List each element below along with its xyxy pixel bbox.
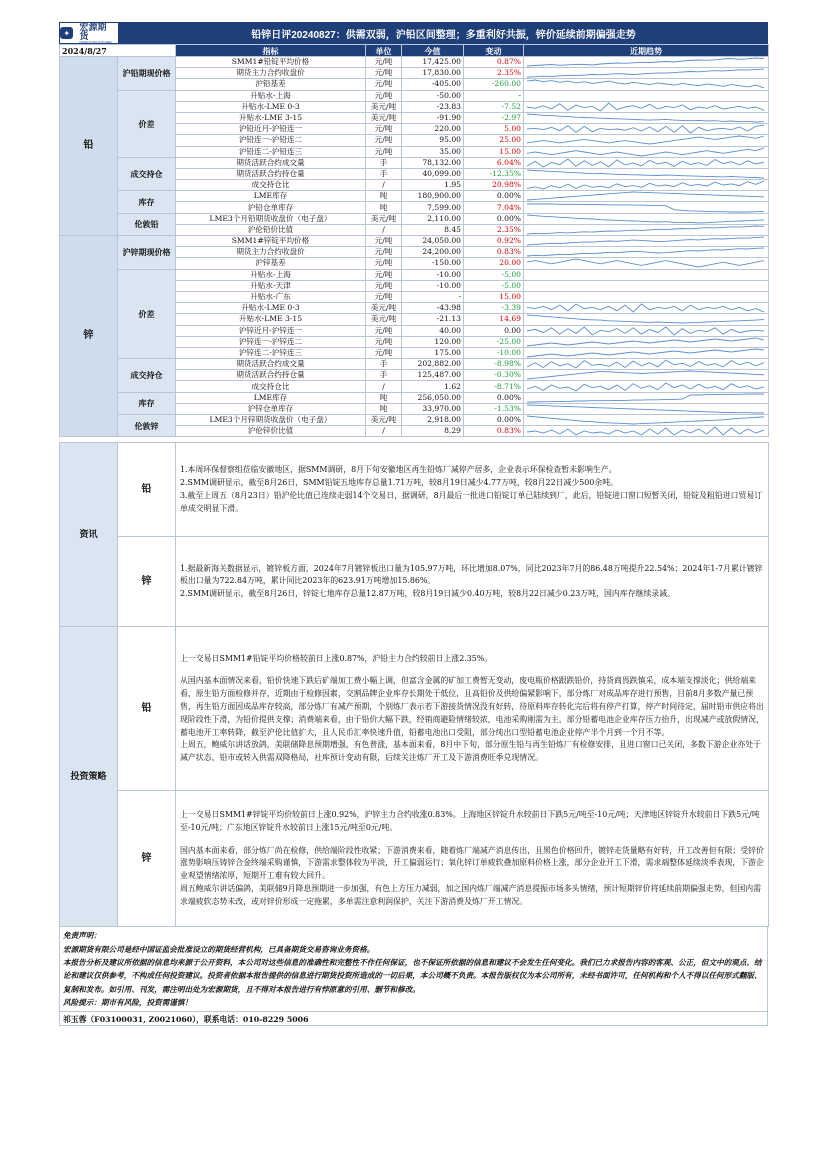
unit-cell: 元/吨 — [366, 336, 402, 347]
trend-sparkline — [524, 258, 767, 268]
indicator-name: 升贴水-天津 — [176, 280, 366, 291]
indicator-name: 沪锌基差 — [176, 258, 366, 269]
trend-cell — [524, 314, 769, 325]
value-cell: 1.95 — [402, 180, 464, 191]
trend-cell — [524, 202, 769, 213]
indicator-name: LME3个月锌期货收盘价（电子盘） — [176, 415, 366, 426]
news-lead-row — [60, 443, 769, 537]
trend-sparkline — [524, 225, 767, 235]
change-cell: -3.39 — [464, 303, 524, 314]
change-cell: 2.35% — [464, 224, 524, 235]
trend-sparkline — [524, 426, 767, 436]
value-cell: -21.13 — [402, 314, 464, 325]
trend-sparkline — [524, 404, 767, 414]
logo-subtext: HONGYUAN FUTURES — [79, 39, 112, 44]
change-cell: -1.53% — [464, 403, 524, 414]
trend-sparkline — [524, 79, 767, 89]
trend-sparkline — [524, 326, 767, 336]
trend-cell — [524, 191, 769, 202]
news-lead-label: 铅 — [118, 443, 176, 537]
indicator-name: 沪铅基差 — [176, 79, 366, 90]
trend-cell — [524, 124, 769, 135]
change-cell: 20.98% — [464, 180, 524, 191]
unit-cell: 元/吨 — [366, 146, 402, 157]
change-cell: 0.00% — [464, 191, 524, 202]
unit-cell: 手 — [366, 359, 402, 370]
trend-cell — [524, 291, 769, 302]
trend-sparkline — [524, 348, 767, 358]
indicator-name: 升贴水-广东 — [176, 291, 366, 302]
unit-cell: / — [366, 180, 402, 191]
category-label: 沪铅期现价格 — [118, 57, 176, 91]
value-cell: 40.00 — [402, 325, 464, 336]
change-cell: 7.04% — [464, 202, 524, 213]
news-zinc-text — [176, 537, 769, 627]
price-table — [59, 44, 769, 437]
unit-cell: 元/吨 — [366, 291, 402, 302]
indicator-name: 期货主力合约收盘价 — [176, 247, 366, 258]
indicator-name: 沪铅连二-沪铅连三 — [176, 146, 366, 157]
indicator-name: 期货主力合约收盘价 — [176, 68, 366, 79]
indicator-name: 沪铅连一-沪铅连二 — [176, 135, 366, 146]
text-table — [59, 442, 769, 927]
lead-section — [60, 57, 769, 236]
indicator-name: SMM1#铅锭平均价格 — [176, 57, 366, 68]
logo-text: 宏源期货 — [79, 21, 107, 41]
disclaimer — [59, 927, 768, 1012]
value-cell: - — [402, 291, 464, 302]
trend-sparkline — [524, 147, 767, 157]
indicator-name: 沪锌连二-沪锌连三 — [176, 347, 366, 358]
risk-warning: 风险提示：期市有风险，投资需谨慎！ — [63, 997, 193, 1007]
trend-sparkline — [524, 314, 767, 324]
strategy-zinc-para: 周五鲍威尔讲话偏鸽，美联储9月降息预期进一步加强，有色上方压力减弱，加之国内炼厂端减产消息提振市场多头情绪，预计短期锌价将延续前期偏强走势，但国内需求端疲软态势未改，或对锌价形成一定拖累，多单需注意利润保护，关注下游消费及炼厂开工情况。 — [180, 884, 762, 906]
unit-cell: 美元/吨 — [366, 415, 402, 426]
indicator-name: LME库存 — [176, 392, 366, 403]
unit-cell: 美元/吨 — [366, 303, 402, 314]
unit-cell: 美元/吨 — [366, 101, 402, 112]
trend-cell — [524, 146, 769, 157]
report-header — [59, 22, 768, 44]
unit-cell: 手 — [366, 157, 402, 168]
trend-cell — [524, 236, 769, 247]
change-cell: - — [464, 90, 524, 101]
metal-label: 锌 — [60, 236, 118, 437]
category-label: 库存 — [118, 392, 176, 414]
change-cell: 20.00 — [464, 258, 524, 269]
category-label: 库存 — [118, 191, 176, 213]
change-cell: -8.98% — [464, 359, 524, 370]
unit-cell: 元/吨 — [366, 347, 402, 358]
trend-sparkline — [524, 135, 767, 145]
unit-cell: 美元/吨 — [366, 314, 402, 325]
indicator-name: 升贴水-LME 0-3 — [176, 303, 366, 314]
indicator-name: 期货活跃合约成交量 — [176, 157, 366, 168]
col-indicator: 指标 — [176, 45, 366, 57]
unit-cell: 吨 — [366, 403, 402, 414]
unit-cell: 元/吨 — [366, 236, 402, 247]
unit-cell: / — [366, 381, 402, 392]
news-zinc-para: 1.据最新海关数据显示，镀锌板方面，2024年7月镀锌板出口量为105.97万吨，环比增加8.07%，同比2023年7月的86.48万吨提升22.54%；2024年1-7月累计镀锌板出口量为722.84万吨，累计同比2023年的623.91万吨增加15.86%。 — [180, 563, 763, 586]
value-cell: 7,599.00 — [402, 202, 464, 213]
unit-cell: 吨 — [366, 202, 402, 213]
company-logo — [59, 22, 119, 44]
trend-sparkline — [524, 191, 767, 201]
trend-cell — [524, 90, 769, 101]
table-row — [60, 213, 769, 224]
value-cell: 8.29 — [402, 426, 464, 437]
trend-cell — [524, 157, 769, 168]
trend-cell — [524, 359, 769, 370]
unit-cell: 元/吨 — [366, 124, 402, 135]
unit-cell: / — [366, 426, 402, 437]
trend-cell — [524, 370, 769, 381]
news-lead-para: 3.截至上周五（8月23日）铅沪伦比值已连续走弱14个交易日，据调研，8月最后一批进口铅锭订单已陆续到厂，此后，铅锭进口窗口短暂关闭，铅锭及粗铅进口贸易订单成交明显下滑。 — [180, 490, 763, 513]
trend-sparkline — [524, 415, 767, 425]
trend-sparkline — [524, 180, 767, 190]
trend-cell — [524, 168, 769, 179]
trend-sparkline — [524, 247, 767, 257]
change-cell: 2.35% — [464, 68, 524, 79]
table-header-row — [60, 45, 769, 57]
trend-cell — [524, 112, 769, 123]
unit-cell: 美元/吨 — [366, 213, 402, 224]
trend-cell — [524, 101, 769, 112]
trend-sparkline — [524, 393, 767, 403]
change-cell: -7.52 — [464, 101, 524, 112]
col-unit: 单位 — [366, 45, 402, 57]
unit-cell: 元/吨 — [366, 79, 402, 90]
category-label: 伦敦铅 — [118, 213, 176, 235]
unit-cell: 元/吨 — [366, 280, 402, 291]
indicator-name: 升贴水-LME 3-15 — [176, 112, 366, 123]
value-cell: 40,099.00 — [402, 168, 464, 179]
change-cell: 15.00 — [464, 291, 524, 302]
change-cell: -8.71% — [464, 381, 524, 392]
trend-cell — [524, 392, 769, 403]
change-cell: 0.00% — [464, 415, 524, 426]
change-cell: -260.00 — [464, 79, 524, 90]
disclaimer-line: 本报告分析及建议所依据的信息均来源于公开资料，本公司对这些信息的准确性和完整性不作任何保证，也不保证所依据的信息和建议不会发生任何变化。我们已力求报告内容的客观、公正，但文中的观点、结论和建议仅供参考，不构成任何投资建议。投资者依据本报告提供的信息进行期货投资所造成的一切后果，本公司概不负责。本报告版权仅为本公司所有，未经书面许可，任何机构和个人不得以任何形式翻版、复制和发布。如引用、刊发，需注明出处为宏源期货，且不得对本报告进行有悖原意的引用、删节和修改。 — [63, 957, 762, 994]
trend-cell — [524, 336, 769, 347]
value-cell: 2,110.00 — [402, 213, 464, 224]
indicator-name: LME3个月铅期货收盘价（电子盘） — [176, 213, 366, 224]
trend-cell — [524, 258, 769, 269]
change-cell: 0.87% — [464, 57, 524, 68]
news-title: 资讯 — [60, 443, 118, 627]
indicator-name: 沪伦铅价比值 — [176, 224, 366, 235]
trend-cell — [524, 280, 769, 291]
category-label: 成交持仓 — [118, 359, 176, 393]
value-cell: 220.00 — [402, 124, 464, 135]
trend-sparkline — [524, 303, 767, 313]
change-cell: -5.00 — [464, 269, 524, 280]
value-cell: 17,830.00 — [402, 68, 464, 79]
value-cell: 24,050.00 — [402, 236, 464, 247]
value-cell: -10.00 — [402, 280, 464, 291]
indicator-name: 升贴水-上海 — [176, 90, 366, 101]
strategy-zinc-text — [176, 791, 769, 927]
indicator-name: 成交持仓比 — [176, 381, 366, 392]
news-zinc-label: 锌 — [118, 537, 176, 627]
unit-cell: 手 — [366, 168, 402, 179]
unit-cell: 元/吨 — [366, 90, 402, 101]
strategy-lead-label: 铅 — [118, 627, 176, 791]
trend-cell — [524, 135, 769, 146]
trend-sparkline — [524, 236, 767, 246]
change-cell: 0.92% — [464, 236, 524, 247]
value-cell: -91.90 — [402, 112, 464, 123]
value-cell: 8.45 — [402, 224, 464, 235]
value-cell: 120.00 — [402, 336, 464, 347]
trend-cell — [524, 426, 769, 437]
change-cell: 25.00 — [464, 135, 524, 146]
trend-sparkline — [524, 102, 767, 112]
change-cell: -2.97 — [464, 112, 524, 123]
change-cell: -10.00 — [464, 347, 524, 358]
value-cell: 2,918.00 — [402, 415, 464, 426]
table-row — [60, 359, 769, 370]
strategy-lead-para: 上周五，鲍威尔讲话放鸽，美联储降息预期增强，有色普涨，基本面来看，8月中下旬，部分原生铅与再生铅炼厂有检修安排，且进口窗口已关闭，多数下游企业亦处于减产状态，铅市或转入供需双降格局，社库预计变动有限，后续关注炼厂开工及下游消费旺季兑现情况。 — [180, 740, 762, 763]
table-row — [60, 157, 769, 168]
table-row — [60, 236, 769, 247]
trend-cell — [524, 347, 769, 358]
zinc-section — [60, 236, 769, 437]
unit-cell: 吨 — [366, 392, 402, 403]
category-label: 沪锌期现价格 — [118, 236, 176, 270]
col-change: 变动 — [464, 45, 524, 57]
change-cell: 0.00 — [464, 325, 524, 336]
unit-cell: 元/吨 — [366, 269, 402, 280]
value-cell: 95.00 — [402, 135, 464, 146]
col-trend: 近期趋势 — [524, 45, 769, 57]
value-cell: 35.00 — [402, 146, 464, 157]
value-cell: -43.98 — [402, 303, 464, 314]
change-cell: 0.83% — [464, 426, 524, 437]
author-footer: 祁玉蓉（F03100031, Z0021060），联系电话：010-8229 5006 — [59, 1012, 768, 1026]
report-date: 2024/8/27 — [60, 45, 176, 57]
table-row — [60, 90, 769, 101]
metal-label: 铅 — [60, 57, 118, 236]
trend-cell — [524, 403, 769, 414]
news-lead-para: 2.SMM调研显示，截至8月26日，SMM铅锭五地库存总量1.71万吨，较8月19日减少4.77万吨，较8月22日减少500余吨。 — [180, 478, 618, 488]
strategy-lead-text — [176, 627, 769, 791]
category-label: 伦敦锌 — [118, 415, 176, 437]
table-row — [60, 415, 769, 426]
change-cell: 6.04% — [464, 157, 524, 168]
col-value: 今值 — [402, 45, 464, 57]
change-cell: 0.00% — [464, 392, 524, 403]
change-cell: 15.00 — [464, 146, 524, 157]
value-cell: 256,050.00 — [402, 392, 464, 403]
report-title: 铅锌日评20240827：供需双弱，沪铅区间整理；多重利好共振，锌价延续前期偏强走势 — [251, 29, 636, 41]
trend-sparkline — [524, 57, 767, 67]
indicator-name: 成交持仓比 — [176, 180, 366, 191]
indicator-name: 沪锌近月-沪锌连一 — [176, 325, 366, 336]
strategy-zinc-para: 上一交易日SMM1#锌锭平均价较前日上涨0.92%，沪锌主力合约收涨0.83%。上海地区锌锭升水较前日下跌5元/吨至-10元/吨；天津地区锌锭升水较前日下跌5元/吨至-10元/吨；广东地区锌锭升水较前日上涨15元/吨至0元/吨。 — [180, 810, 760, 832]
value-cell: -23.83 — [402, 101, 464, 112]
trend-cell — [524, 180, 769, 191]
value-cell: 202,882.00 — [402, 359, 464, 370]
disclaimer-title: 免责声明： — [63, 931, 101, 941]
trend-cell — [524, 57, 769, 68]
indicator-name: 升贴水-上海 — [176, 269, 366, 280]
news-lead-text — [176, 443, 769, 537]
table-row — [60, 269, 769, 280]
disclaimer-line: 宏源期货有限公司是经中国证监会批准设立的期货经营机构，已具备期货交易咨询业务资格。 — [63, 944, 375, 954]
trend-sparkline — [524, 203, 767, 213]
change-cell: -0.30% — [464, 370, 524, 381]
strategy-zinc-row — [60, 791, 769, 927]
indicator-name: SMM1#锌锭平均价格 — [176, 236, 366, 247]
trend-sparkline — [524, 337, 767, 347]
table-row — [60, 57, 769, 68]
unit-cell: 元/吨 — [366, 135, 402, 146]
indicator-name: 期货活跃合约成交量 — [176, 359, 366, 370]
value-cell: 175.00 — [402, 347, 464, 358]
change-cell: 0.00% — [464, 213, 524, 224]
value-cell: -10.00 — [402, 269, 464, 280]
trend-cell — [524, 213, 769, 224]
indicator-name: 沪锌连一-沪锌连二 — [176, 336, 366, 347]
table-row — [60, 191, 769, 202]
indicator-name: 沪铅近月-沪铅连一 — [176, 124, 366, 135]
value-cell: 78,132.00 — [402, 157, 464, 168]
unit-cell: 元/吨 — [366, 57, 402, 68]
indicator-name: 沪伦锌价比值 — [176, 426, 366, 437]
indicator-name: 沪铅仓单库存 — [176, 202, 366, 213]
trend-cell — [524, 224, 769, 235]
value-cell: 180,900.00 — [402, 191, 464, 202]
unit-cell: / — [366, 224, 402, 235]
trend-sparkline — [524, 113, 767, 123]
change-cell: 0.83% — [464, 247, 524, 258]
trend-sparkline — [524, 382, 767, 392]
category-label: 价差 — [118, 90, 176, 157]
trend-cell — [524, 303, 769, 314]
table-row — [60, 392, 769, 403]
trend-sparkline — [524, 158, 767, 168]
unit-cell: 元/吨 — [366, 325, 402, 336]
strategy-zinc-label: 锌 — [118, 791, 176, 927]
news-zinc-para: 2.SMM调研显示，截至8月26日，锌锭七地库存总量12.87万吨，较8月19日减少0.40万吨，较8月22日减少0.23万吨，国内库存继续录减。 — [180, 589, 675, 599]
value-cell: -50.00 — [402, 90, 464, 101]
indicator-name: LME库存 — [176, 191, 366, 202]
trend-cell — [524, 247, 769, 258]
value-cell: 125,487.00 — [402, 370, 464, 381]
report-page — [59, 22, 768, 1026]
change-cell: -12.35% — [464, 168, 524, 179]
value-cell: -405.00 — [402, 79, 464, 90]
indicator-name: 期货活跃合约持仓量 — [176, 168, 366, 179]
value-cell: 17,425.00 — [402, 57, 464, 68]
news-zinc-row — [60, 537, 769, 627]
trend-sparkline — [524, 68, 767, 78]
value-cell: 24,200.00 — [402, 247, 464, 258]
trend-sparkline — [524, 370, 767, 380]
category-label: 成交持仓 — [118, 157, 176, 191]
unit-cell: 元/吨 — [366, 247, 402, 258]
change-cell: 5.00 — [464, 124, 524, 135]
indicator-name: 升贴水-LME 0-3 — [176, 101, 366, 112]
trend-cell — [524, 381, 769, 392]
indicator-name: 沪锌仓单库存 — [176, 403, 366, 414]
change-cell: -25.00 — [464, 336, 524, 347]
value-cell: 33,970.00 — [402, 403, 464, 414]
unit-cell: 吨 — [366, 191, 402, 202]
indicator-name: 期货活跃合约持仓量 — [176, 370, 366, 381]
trend-cell — [524, 79, 769, 90]
trend-sparkline — [524, 124, 767, 134]
trend-cell — [524, 269, 769, 280]
strategy-lead-para: 从国内基本面情况来看，铅价快速下跌后矿端加工费小幅上调，但富含金属的矿加工费暂无变动，废电瓶价格跟跌铅价，持货商畏跌慎采，成本端支撑淡化；供给端来看，原生铅方面检修并存，近期由于检修因素，交割品牌企业库存长期处于低位，且高铅价及供给偏紧影响下，部分炼厂对成品库存进行预售，目前8月多数产量已预售，再生铅方面因成品库存较高，部分炼厂有减产预期，个别炼厂表示若下游接货情况没有好转，待原料库存转化完后将有停产打算，停产时间待定，届时铅市供应将出现阶段性下滑，为铅价提供支撑；消费端来看，由于铅价大幅下跌，经销商避险情绪较浓，电池采购刚需为主，部分铅蓄电池企业库存压力抬升，出现减产或放假情况，蓄电池开工率转降，截至沪伦比值扩大，且人民币汇率快速升值，铅蓄电池出口受阻，部分纯出口型铅蓄电池企业停产半个月到一个月不等。 — [180, 676, 764, 737]
trend-cell — [524, 68, 769, 79]
trend-sparkline — [524, 214, 767, 224]
trend-cell — [524, 325, 769, 336]
category-label: 价差 — [118, 269, 176, 359]
indicator-name: 升贴水-LME 3-15 — [176, 314, 366, 325]
unit-cell: 元/吨 — [366, 258, 402, 269]
unit-cell: 美元/吨 — [366, 112, 402, 123]
strategy-lead-para: 上一交易日SMM1#铅锭平均价格较前日上涨0.87%，沪铅主力合约较前日上涨2.35%。 — [180, 653, 493, 663]
strategy-title: 投资策略 — [60, 627, 118, 927]
strategy-zinc-para: 国内基本面来看，部分炼厂尚在检修，供给端阶段性收紧；下游消费来看，随着炼厂端减产消息传出，且黑色价格回升，镀锌走货量略有好转，开工改善但有限；受锌价涨势影响压铸锌合金终端采购谨慎，下游需求整体较为平淡，开工偏弱运行；氧化锌订单疲软叠加原料价格上涨，部分企业开工下滑，需求端整体延续淡季表现，下游企业观望情绪浓厚，短期开工难有较大回升。 — [180, 845, 764, 881]
value-cell: -150.00 — [402, 258, 464, 269]
change-cell: 14.69 — [464, 314, 524, 325]
value-cell: 1.62 — [402, 381, 464, 392]
unit-cell: 元/吨 — [366, 68, 402, 79]
trend-sparkline — [524, 359, 767, 369]
strategy-lead-row — [60, 627, 769, 791]
news-lead-para: 1.本周环保督察组莅临安徽地区，据SMM调研，8月下旬安徽地区再生铅炼厂减停产居多，企业表示环保检查暂未影响生产。 — [180, 465, 617, 475]
logo-mark-icon: ✦ — [60, 27, 73, 39]
trend-cell — [524, 415, 769, 426]
unit-cell: 手 — [366, 370, 402, 381]
change-cell: -5.00 — [464, 280, 524, 291]
trend-sparkline — [524, 169, 767, 179]
